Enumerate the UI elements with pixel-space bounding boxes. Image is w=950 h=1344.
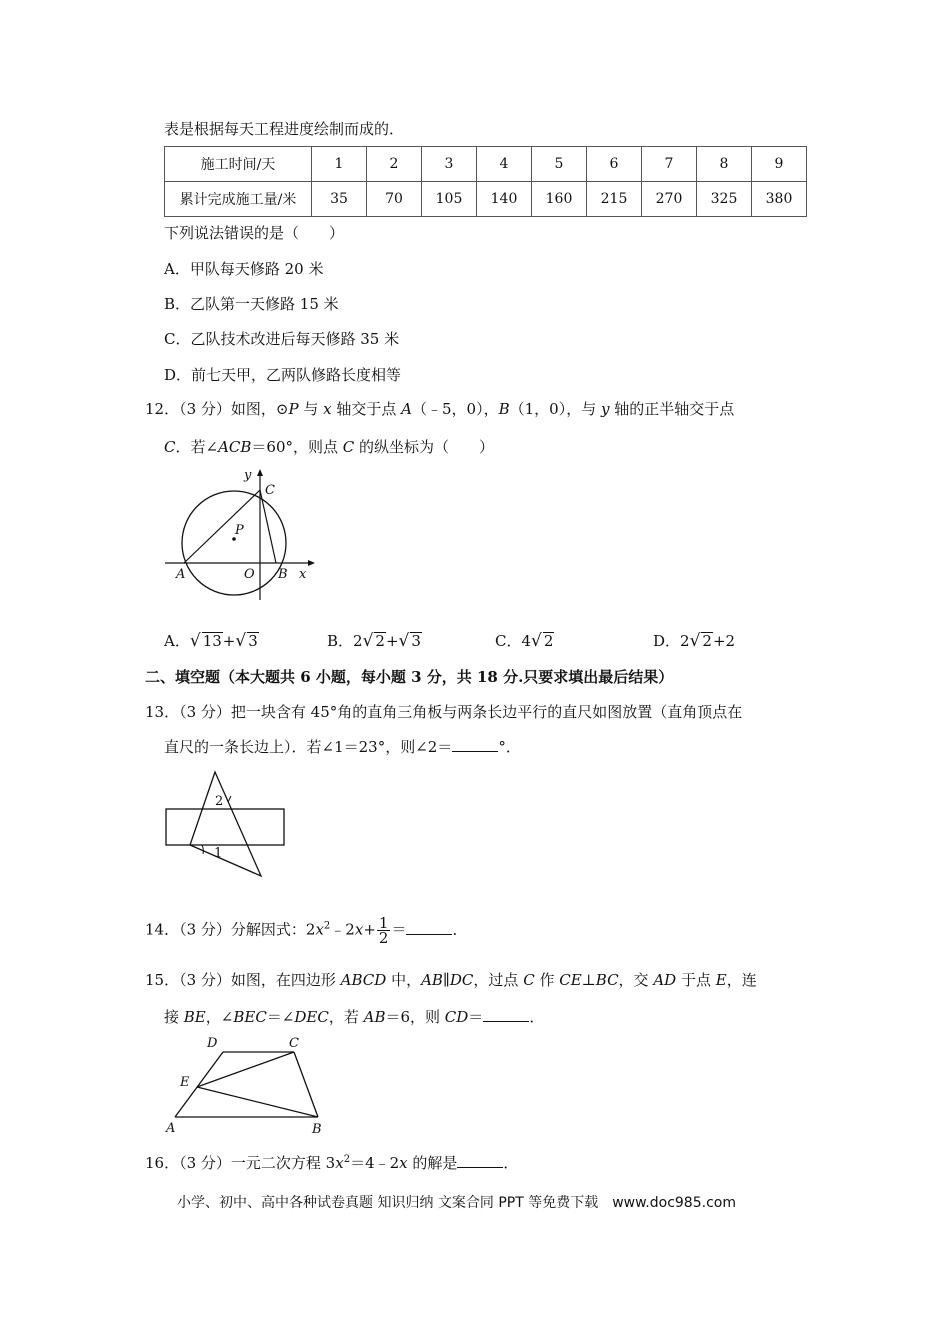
q14-var: x (354, 920, 364, 939)
radical-sign: √ (398, 631, 410, 651)
table-cell: 35 (312, 182, 367, 217)
numerator: 1 (378, 914, 389, 932)
table-cell: 140 (477, 182, 532, 217)
q16-text: 16．（3 分）一元二次方程 3 (145, 1154, 336, 1172)
footer-text: 小学、初中、高中各种试卷真题 知识归纳 文案合同 PPT 等免费下载 www.doc985.com (177, 1195, 736, 1211)
q15-text: ，∠ (205, 1008, 234, 1026)
exponent: 2 (323, 920, 331, 932)
answer-blank (406, 922, 452, 935)
y-axis-arrow (257, 469, 263, 476)
radical-sign: √ (689, 631, 701, 651)
segment-cb (294, 1052, 318, 1117)
table-cell: 160 (532, 182, 587, 217)
radical-sign: √ (362, 631, 374, 651)
plus: + (363, 920, 376, 939)
q15-text: 中， (386, 971, 422, 989)
segment-eb (197, 1087, 318, 1117)
label-d: D (207, 1036, 218, 1051)
angle1-arc (202, 845, 203, 854)
label-c: C (289, 1036, 299, 1051)
answer-blank (452, 739, 498, 752)
exponent: 2 (343, 1154, 351, 1165)
q15-text: ，交 (618, 971, 654, 989)
q12-var: ACB (218, 438, 252, 456)
q12-option-d (653, 630, 735, 651)
table-header-cell: 累计完成施工量/米 (165, 182, 312, 217)
q15-text: ． (529, 1008, 545, 1026)
option-letter: D． (653, 632, 681, 650)
label-o: O (244, 567, 255, 582)
table-cell: 9 (752, 147, 807, 182)
q11-option-a: A．甲队每天修路 20 米 (164, 260, 324, 278)
answer-blank (457, 1155, 503, 1168)
denominator: 2 (378, 929, 389, 947)
q15-text: ＝ (468, 1008, 484, 1026)
q12-text: 轴交于点 (331, 400, 402, 418)
option-letter: C． (495, 632, 522, 650)
radicand: 3 (248, 632, 258, 650)
table-cell: 2 (367, 147, 422, 182)
table-cell: 3 (422, 147, 477, 182)
q15-text: ＝∠ (266, 1008, 295, 1026)
coefficient: 2 (353, 632, 363, 650)
q16-line (145, 1152, 518, 1173)
table-cell: 215 (587, 182, 642, 217)
q12-text: 轴的正半轴交于点 (609, 400, 735, 418)
q13-line1: 13．（3 分）把一块含有 45°角的直角三角板与两条长边平行的直尺如图放置（直角顶点在 (145, 703, 743, 721)
q12-line2 (164, 436, 494, 457)
segment-bc (260, 490, 276, 563)
q12-option-c (495, 630, 554, 651)
q12-text: （1，0），与 (509, 400, 601, 418)
q15-text: 15．（3 分）如图，在四边形 (145, 971, 341, 989)
q12-text: ＝60°，则点 (251, 438, 343, 456)
q16-text: 的解是 (407, 1154, 458, 1172)
table-cell: 70 (367, 182, 422, 217)
q12-option-b (327, 630, 422, 651)
q11-option-d: D．前七天甲，乙两队修路长度相等 (164, 366, 402, 384)
q14-text: 14．（3 分）分解因式：2 (145, 920, 316, 939)
label-b: B (278, 567, 288, 582)
radical-sign: √ (531, 631, 542, 651)
option-letter: B． (327, 632, 354, 650)
option-letter: A． (164, 632, 190, 650)
fraction (377, 916, 391, 945)
table-cell: 380 (752, 182, 807, 217)
q15-text: ，过点 (473, 971, 524, 989)
angle2-arc (228, 796, 231, 802)
table-row (165, 147, 807, 182)
q15-var: BEC (233, 1008, 267, 1026)
q15-var: BC (595, 971, 619, 989)
q11-option-b: B．乙队第一天修路 15 米 (164, 295, 339, 313)
q13-text: °． (498, 738, 521, 756)
q14-line (145, 916, 467, 945)
q16-text: ＝4﹣2 (350, 1154, 400, 1172)
set-square (190, 772, 261, 876)
coefficient: 4 (521, 632, 532, 650)
x-axis-arrow (308, 560, 315, 566)
radicand: 2 (543, 632, 554, 650)
q16-var: x (335, 1154, 344, 1172)
label-e: E (180, 1075, 190, 1090)
q15-line1 (145, 969, 757, 990)
q15-line2 (164, 1006, 544, 1027)
q13-text: 直尺的一条长边上）．若∠1＝23°，则∠2＝ (164, 738, 453, 756)
q15-text: 于点 (676, 971, 716, 989)
ruler (166, 809, 284, 845)
label-a: A (166, 1121, 176, 1136)
tail: +2 (712, 632, 736, 650)
q13-line2 (164, 736, 521, 757)
q15-text: ，连 (726, 971, 757, 989)
q15-var: CD (444, 1008, 469, 1026)
angle-1-label: 1 (214, 846, 223, 861)
label-c: C (265, 483, 275, 498)
circle-symbol: ⊙ (275, 400, 289, 418)
q12-circle-figure (160, 462, 320, 602)
answer-blank (483, 1009, 529, 1022)
q12-text: ．若∠ (175, 438, 219, 456)
q15-var: AB (421, 971, 443, 989)
q12-text: 的纵坐标为（ ） (354, 438, 495, 456)
plus: + (385, 632, 399, 650)
q12-var: y (600, 400, 610, 418)
q12-var: C (164, 438, 176, 456)
q14-text: ﹣2 (330, 920, 355, 939)
q15-text: ＝6，则 (385, 1008, 445, 1026)
table-row (165, 182, 807, 217)
q12-var: P (288, 400, 299, 418)
q13-triangle-ruler-figure (160, 768, 295, 883)
segment-ac (184, 490, 260, 563)
progress-table (164, 146, 807, 217)
q12-var: C (342, 438, 355, 456)
q12-option-a (164, 630, 259, 651)
q16-var: x (399, 1154, 408, 1172)
label-a: A (176, 567, 186, 582)
table-cell: 8 (697, 147, 752, 182)
radicand: 2 (375, 632, 385, 650)
table-cell: 1 (312, 147, 367, 182)
plus: + (222, 632, 236, 650)
q15-var: DEC (294, 1008, 329, 1026)
q12-var: x (323, 400, 332, 418)
q15-text: 接 (164, 1008, 184, 1026)
q15-trapezoid-figure (160, 1030, 340, 1138)
q12-text: （﹣5，0）， (411, 400, 499, 418)
q15-var: C (523, 971, 535, 989)
table-cell: 4 (477, 147, 532, 182)
label-x: x (299, 567, 307, 582)
table-cell: 270 (642, 182, 697, 217)
radicand: 13 (202, 632, 222, 650)
q15-var: E (715, 971, 727, 989)
equals: ＝ (391, 920, 407, 939)
table-cell: 6 (587, 147, 642, 182)
label-b: B (312, 1122, 322, 1137)
q12-text: （3 分）如图， (179, 400, 276, 418)
q15-var: CE (559, 971, 582, 989)
perp-symbol: ⊥ (581, 971, 596, 989)
q16-text: ． (503, 1154, 519, 1172)
radicand: 3 (411, 632, 421, 650)
q12-text: 与 (298, 400, 324, 418)
label-p: P (235, 523, 244, 538)
radical-sign: √ (235, 631, 247, 651)
q15-text: 作 (534, 971, 560, 989)
q14-text: ． (452, 920, 468, 939)
q14-var: x (315, 920, 324, 939)
q12-line1 (145, 398, 734, 419)
table-cell: 105 (422, 182, 477, 217)
table-header-cell: 施工时间/天 (165, 147, 312, 182)
q15-var: AD (653, 971, 677, 989)
q15-var: BE (183, 1008, 206, 1026)
angle-2-label: 2 (215, 794, 224, 809)
q15-var: ABCD (340, 971, 387, 989)
table-cell: 7 (642, 147, 697, 182)
radicand: 2 (702, 632, 712, 650)
segment-ec (197, 1052, 294, 1087)
coefficient: 2 (680, 632, 690, 650)
q12-var: A (401, 400, 412, 418)
radical-sign: √ (189, 631, 201, 651)
q15-text: ，若 (328, 1008, 364, 1026)
q12-number: 12． (145, 400, 180, 418)
table-cell: 5 (532, 147, 587, 182)
circle-p (182, 491, 286, 595)
q11-stem: 下列说法错误的是（ ） (164, 224, 345, 242)
section2-title: 二、填空题（本大题共 6 小题，每小题 3 分，共 18 分.只要求填出最后结果） (145, 668, 674, 686)
table-cell: 325 (697, 182, 752, 217)
q15-var: AB (363, 1008, 386, 1026)
parallel-symbol: ∥ (442, 971, 450, 989)
intro-text: 表是根据每天工程进度绘制而成的． (164, 120, 405, 138)
label-y: y (244, 468, 252, 483)
q12-var: B (498, 400, 510, 418)
q11-option-c: C．乙队技术改进后每天修路 35 米 (164, 330, 400, 348)
q15-var: DC (449, 971, 474, 989)
